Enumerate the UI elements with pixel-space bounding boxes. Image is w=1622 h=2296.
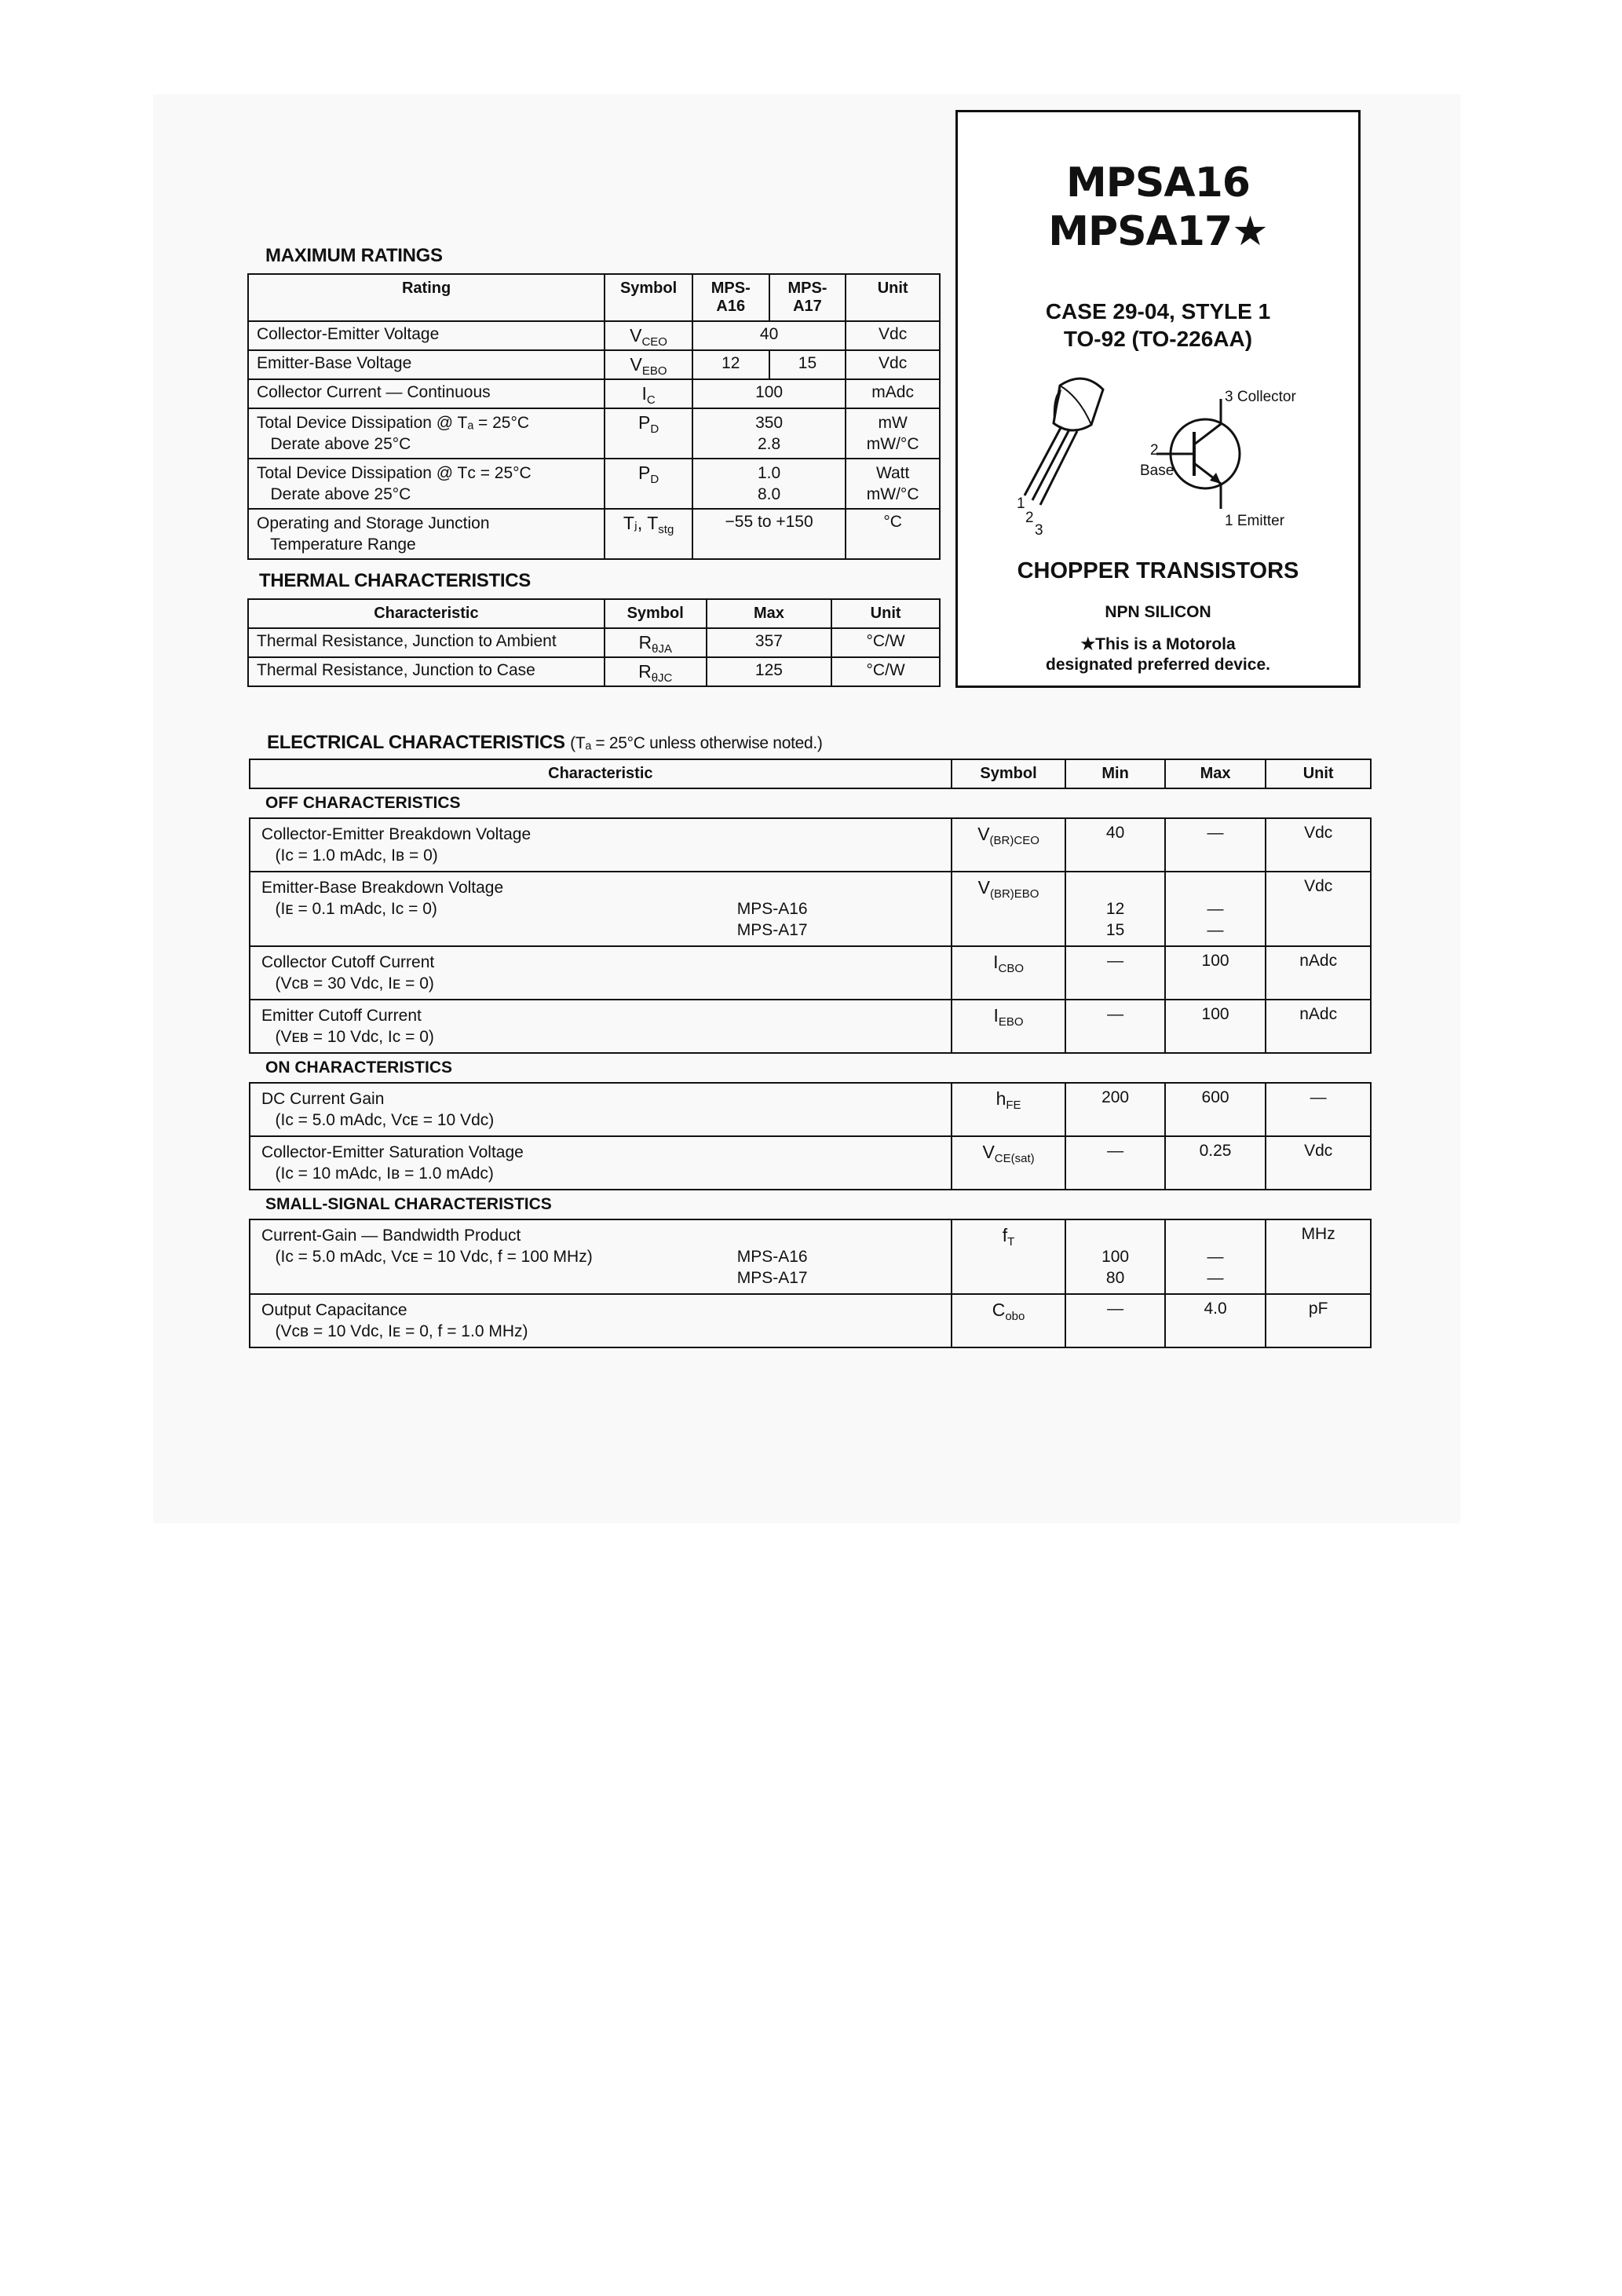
base-pin-label: Base <box>1140 462 1174 479</box>
max-cell: — — <box>1165 872 1266 946</box>
symbol-cell: $V_{(BR)EBO}$ <box>952 872 1066 946</box>
table-row <box>250 946 1371 1000</box>
min-cell: 200 <box>1065 1083 1164 1136</box>
characteristic-cell: Emitter Cutoff Current (Vᴇʙ = 10 Vdc, Iᴄ = 0) <box>250 1000 952 1053</box>
header-symbol: Symbol <box>605 274 692 321</box>
header-characteristic: Characteristic <box>248 599 605 628</box>
group-row-off <box>250 788 1371 818</box>
electrical-table <box>249 759 1372 1348</box>
symbol-cell: $P_D$ <box>605 459 692 509</box>
characteristic-cell: Thermal Resistance, Junction to Ambient <box>248 628 605 657</box>
symbol-cell: $V_{CEO}$ <box>605 321 692 350</box>
characteristic-cell: Emitter-Base Breakdown Voltage (Iᴇ = 0.1 mAdc, Iᴄ = 0) <box>250 872 604 946</box>
header-symbol: Symbol <box>952 759 1066 788</box>
unit-cell: Vdc <box>846 321 940 350</box>
thermal-title: THERMAL CHARACTERISTICS <box>259 570 531 591</box>
max-cell: 357 <box>707 628 832 657</box>
symbol-cell: $I_{CBO}$ <box>952 946 1066 1000</box>
min-cell: 40 <box>1065 818 1164 872</box>
npn-transistor-symbol-icon <box>1142 399 1260 509</box>
table-header-row <box>250 759 1371 788</box>
symbol-cell: $P_D$ <box>605 408 692 459</box>
case-line-2: TO-92 (TO-226AA) <box>1063 327 1253 351</box>
collector-pin-label: 3 Collector <box>1225 389 1296 405</box>
header-symbol: Symbol <box>605 599 707 628</box>
table-row <box>248 379 940 408</box>
header-mpsa17: MPS-A17 <box>769 274 846 321</box>
unit-cell: pF <box>1266 1294 1371 1347</box>
base-pin-number: 2 <box>1150 442 1159 459</box>
unit-cell: Vdc <box>1266 1136 1371 1190</box>
preferred-note-line-1: ★This is a Motorola <box>1080 635 1236 653</box>
table-row <box>250 1219 1371 1294</box>
symbol-cell: $I_{EBO}$ <box>952 1000 1066 1053</box>
header-max: Max <box>1165 759 1266 788</box>
variant-cell: MPS-A16 MPS-A17 <box>604 872 952 946</box>
min-cell: 100 80 <box>1065 1219 1164 1294</box>
symbol-cell: $I_C$ <box>605 379 692 408</box>
preferred-note-line-2: designated preferred device. <box>1046 656 1270 674</box>
characteristic-cell: Thermal Resistance, Junction to Case <box>248 657 605 686</box>
value-cell: −55 to +150 <box>692 509 846 559</box>
min-cell: — <box>1065 1294 1164 1347</box>
symbol-cell: $V_{EBO}$ <box>605 350 692 379</box>
symbol-cell: $R_{\theta JA}$ <box>605 628 707 657</box>
symbol-cell: $f_T$ <box>952 1219 1066 1294</box>
max-cell: 125 <box>707 657 832 686</box>
min-cell: — <box>1065 946 1164 1000</box>
symbol-cell: $V_{CE(sat)}$ <box>952 1136 1066 1190</box>
value-cell-a17: 15 <box>769 350 846 379</box>
part-number-mpsa17: MPSA17★ <box>1048 208 1268 255</box>
table-header-row <box>248 599 940 628</box>
symbol-cell: $C_{obo}$ <box>952 1294 1066 1347</box>
symbol-cell: $R_{\theta JC}$ <box>605 657 707 686</box>
max-cell: — <box>1165 818 1266 872</box>
header-rating: Rating <box>248 274 605 321</box>
unit-cell: Vdc <box>1266 872 1371 946</box>
variant-cell: MPS-A16 MPS-A17 <box>604 1219 952 1294</box>
characteristic-cell: Current-Gain — Bandwidth Product (Iᴄ = 5.0 mAdc, Vᴄᴇ = 10 Vdc, f = 100 MHz) <box>250 1219 604 1294</box>
header-unit: Unit <box>1266 759 1371 788</box>
characteristic-cell: Collector Cutoff Current (Vᴄʙ = 30 Vdc, Iᴇ = 0) <box>250 946 952 1000</box>
characteristic-cell: DC Current Gain (Iᴄ = 5.0 mAdc, Vᴄᴇ = 10 Vdc) <box>250 1083 952 1136</box>
unit-cell: mAdc <box>846 379 940 408</box>
lead-label-1: 1 <box>1017 495 1025 512</box>
on-characteristics-heading: ON CHARACTERISTICS <box>250 1053 1371 1083</box>
symbol-cell: $V_{(BR)CEO}$ <box>952 818 1066 872</box>
thermal-table <box>247 598 941 687</box>
value-cell: 1.0 8.0 <box>692 459 846 509</box>
group-row-small-signal <box>250 1190 1371 1219</box>
max-cell: — — <box>1165 1219 1266 1294</box>
value-cell: 40 <box>692 321 846 350</box>
device-type: CHOPPER TRANSISTORS <box>1017 558 1299 583</box>
min-cell: — <box>1065 1136 1164 1190</box>
table-row <box>248 628 940 657</box>
table-row <box>248 459 940 509</box>
header-characteristic: Characteristic <box>250 759 952 788</box>
value-cell-a16: 12 <box>692 350 769 379</box>
case-line-1: CASE 29-04, STYLE 1 <box>1045 299 1271 324</box>
table-row <box>250 1083 1371 1136</box>
small-signal-heading: SMALL-SIGNAL CHARACTERISTICS <box>250 1190 1371 1219</box>
unit-cell: Watt mW/°C <box>846 459 940 509</box>
characteristic-cell: Collector-Emitter Breakdown Voltage (Iᴄ = 1.0 mAdc, Iʙ = 0) <box>250 818 952 872</box>
rating-cell: Total Device Dissipation @ Tᴄ = 25°C Derate above 25°C <box>248 459 605 509</box>
table-row <box>250 872 1371 946</box>
table-row <box>250 1000 1371 1053</box>
electrical-title: ELECTRICAL CHARACTERISTICS (Tₐ = 25°C unless otherwise noted.) <box>267 732 823 753</box>
table-row <box>250 818 1371 872</box>
lead-label-2: 2 <box>1025 510 1034 526</box>
header-unit: Unit <box>846 274 940 321</box>
table-header-row <box>248 274 940 321</box>
min-cell: — <box>1065 1000 1164 1053</box>
header-mpsa16: MPS-A16 <box>692 274 769 321</box>
max-cell: 100 <box>1165 946 1266 1000</box>
part-number-mpsa16: MPSA16 <box>1066 159 1250 207</box>
table-row <box>248 350 940 379</box>
unit-cell: mW mW/°C <box>846 408 940 459</box>
symbol-cell: Tⱼ, $T_{stg}$ <box>605 509 692 559</box>
rating-cell: Emitter-Base Voltage <box>248 350 605 379</box>
header-min: Min <box>1065 759 1164 788</box>
max-cell: 4.0 <box>1165 1294 1266 1347</box>
group-row-on <box>250 1053 1371 1083</box>
value-cell: 350 2.8 <box>692 408 846 459</box>
table-row <box>248 321 940 350</box>
lead-label-3: 3 <box>1035 522 1043 539</box>
unit-cell: °C/W <box>831 657 940 686</box>
max-cell: 600 <box>1165 1083 1266 1136</box>
table-row <box>248 509 940 559</box>
max-cell: 100 <box>1165 1000 1266 1053</box>
characteristic-cell: Collector-Emitter Saturation Voltage (Iᴄ = 10 mAdc, Iʙ = 1.0 mAdc) <box>250 1136 952 1190</box>
table-row <box>250 1294 1371 1347</box>
max-cell: 0.25 <box>1165 1136 1266 1190</box>
symbol-cell: $h_{FE}$ <box>952 1083 1066 1136</box>
table-row <box>250 1136 1371 1190</box>
min-cell: 12 15 <box>1065 872 1164 946</box>
value-cell: 100 <box>692 379 846 408</box>
unit-cell: Vdc <box>846 350 940 379</box>
part-info-box <box>955 110 1361 688</box>
emitter-pin-label: 1 Emitter <box>1225 513 1285 529</box>
unit-cell: Vdc <box>1266 818 1371 872</box>
polarity: NPN SILICON <box>1105 603 1211 621</box>
unit-cell: — <box>1266 1083 1371 1136</box>
rating-cell: Operating and Storage Junction Temperature Range <box>248 509 605 559</box>
to92-package-icon <box>1005 362 1115 511</box>
characteristic-cell: Output Capacitance (Vᴄʙ = 10 Vdc, Iᴇ = 0, f = 1.0 MHz) <box>250 1294 952 1347</box>
unit-cell: nAdc <box>1266 946 1371 1000</box>
rating-cell: Collector Current — Continuous <box>248 379 605 408</box>
off-characteristics-heading: OFF CHARACTERISTICS <box>250 788 1371 818</box>
unit-cell: °C <box>846 509 940 559</box>
table-row <box>248 657 940 686</box>
unit-cell: °C/W <box>831 628 940 657</box>
unit-cell: nAdc <box>1266 1000 1371 1053</box>
header-unit: Unit <box>831 599 940 628</box>
rating-cell: Total Device Dissipation @ Tₐ = 25°C Derate above 25°C <box>248 408 605 459</box>
table-row <box>248 408 940 459</box>
max-ratings-title: MAXIMUM RATINGS <box>265 245 443 266</box>
rating-cell: Collector-Emitter Voltage <box>248 321 605 350</box>
max-ratings-table <box>247 273 941 560</box>
header-max: Max <box>707 599 832 628</box>
unit-cell: MHz <box>1266 1219 1371 1294</box>
